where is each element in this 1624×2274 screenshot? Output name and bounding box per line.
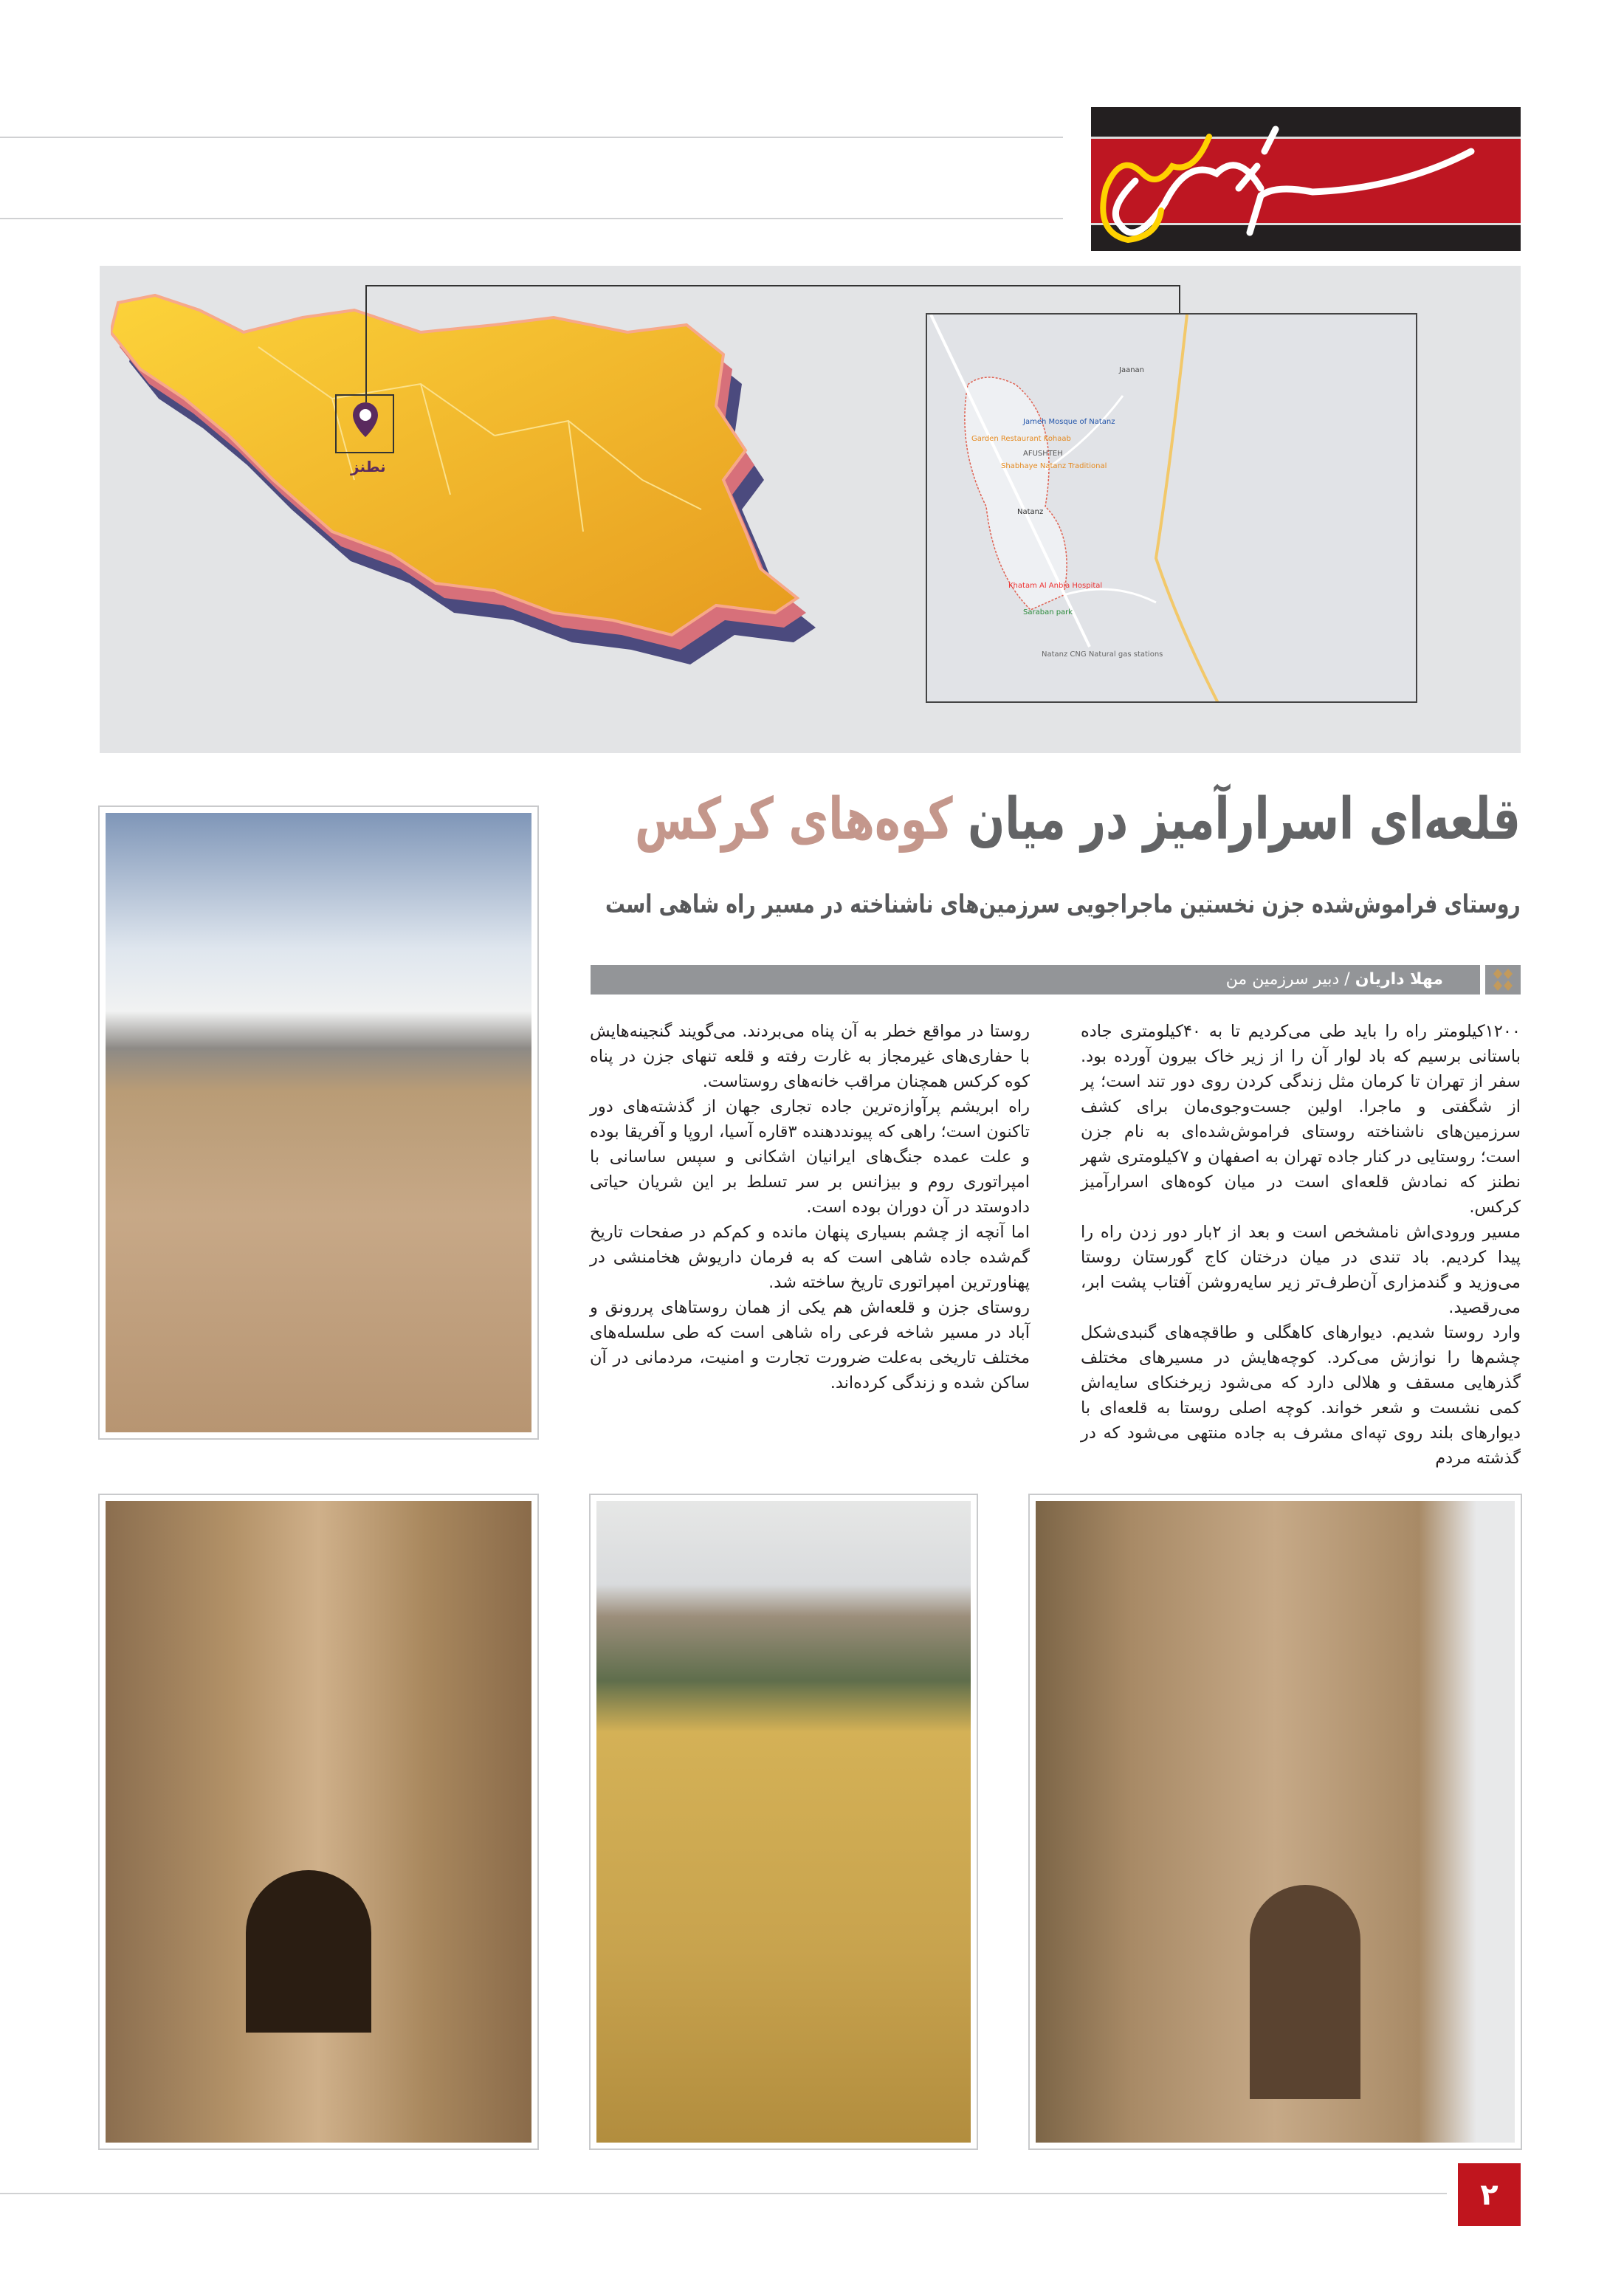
article-title <box>635 786 1521 853</box>
magazine-logo <box>1091 107 1521 251</box>
map-label: Garden Restaurant Kohaab <box>971 435 1071 443</box>
text-column-left <box>590 1019 1030 1395</box>
map-label: Saraban park <box>1023 608 1073 616</box>
page-number: ۲ <box>1458 2163 1521 2226</box>
article-subtitle: روستای فراموش‌شده جزن نخستین ماجراجویی سرزمین‌های ناشناخته در مسیر راه شاهی است <box>605 890 1521 919</box>
map-label: Jameh Mosque of Natanz <box>1023 418 1115 426</box>
mudbrick-house-photo <box>1030 1495 1521 2148</box>
paragraph: ۱۲۰۰کیلومتر راه را باید طی می‌کردیم تا به ۴۰کیلومتری جاده باستانی برسیم که باد لوار آن را از زیر خاک بیرون آورده بود. سفر از تهران تا کرمان مثل زندگی کردن روی دور تند است؛ پر از شگفتی و ماجرا. اولین جست‌وجوی‌مان برای کشف سرزمین‌های ناشناخته روستای فراموش‌شده‌ای به نام جزن است؛ روستایی در کنار جاده تهران به اصفهان و ۷کیلومتری شهر نطنز که نمادش قلعه‌ای است در میان کوه‌های اسرارآمیز کرکس. <box>1081 1022 1521 1217</box>
paragraph: روستای جزن و قلعه‌اش هم یکی از همان روستاهای پررونق و آباد در مسیر شاخه فرعی راه شاهی است که طی سلسله‌های مختلف تاریخی به‌علت ضرورت تجارت و امنیت، مردمانی در آن ساکن شده و زندگی کرده‌اند. <box>590 1298 1030 1392</box>
author-name: مهلا داریان <box>1355 970 1443 989</box>
title-main: قلعه‌ای اسرارآمیز در میان <box>952 786 1521 853</box>
paragraph: روستا در مواقع خطر به آن پناه می‌بردند. می‌گویند گنجینه‌هایش با حفاری‌های غیرمجاز به غارت رفته و قلعه تنهای جزن در پناه کوه کرکس همچنان مراقب خانه‌های روستاست. <box>590 1022 1030 1091</box>
natanz-inset-map <box>926 313 1417 703</box>
map-label: Natanz CNG Natural gas stations <box>1042 650 1163 659</box>
title-accent: کوه‌های کرکس <box>635 786 953 853</box>
text-column-right <box>1081 1019 1521 1471</box>
diamond-ornament-icon <box>1485 965 1521 995</box>
map-label: Natanz <box>1017 508 1044 516</box>
village-photo <box>100 807 537 1438</box>
map-label: AFUSHTEH <box>1023 450 1063 458</box>
map-label-natanz: نطنز <box>351 458 386 475</box>
paragraph: راه ابریشم پرآوازه‌ترین جاده تجاری جهان از گذشته‌های دور تاکنون است؛ راهی که پیونددهنده ۳قاره آسیا، اروپا و آفریقا بوده و علت عمده جنگ‌های ایرانیان اشکانی و سپس ساسانی با امپراتوری روم و بیزانس بر سر تسلط بر این شریان حیاتی دادوستد در آن دوران بوده است. <box>590 1097 1030 1217</box>
top-rule <box>0 218 1063 219</box>
map-label: Khatam Al Anbia Hospital <box>1008 582 1103 590</box>
archway-photo <box>100 1495 537 2148</box>
map-label: Shabhaye Natanz Traditional <box>1001 462 1107 470</box>
paragraph: اما آنچه از چشم بسیاری پنهان مانده و کم‌کم در صفحات تاریخ گم‌شده جاده شاهی است که به فرمان داریوش هخامنشی در پهناورترین امپراتوری تاریخ ساخته شد. <box>590 1223 1030 1292</box>
bottom-rule <box>0 2193 1447 2194</box>
author-role: / دبیر سرزمین من <box>1225 970 1350 989</box>
paragraph: وارد روستا شدیم. دیوارهای کاهگلی و طاقچه‌های گنبدی‌شکل چشم‌ها را نوازش می‌کرد. کوچه‌هایش در مسیرهای مختلف گذرهایی مسقف و هلالی دارد که می‌شود زیرخنکای سایه‌اش کمی نشست و شعر خواند. کوچه اصلی روستا به قلعه‌ای با دیوارهای بلند روی تپه‌ای مشرف به جاده منتهی می‌شود که در گذشته مردم <box>1081 1323 1521 1468</box>
map-label: Jaanan <box>1119 366 1145 374</box>
wheat-field-photo <box>591 1495 977 2148</box>
top-rule <box>0 137 1063 138</box>
paragraph: مسیر ورودی‌اش نامشخص است و بعد از ۲بار دور زدن راه را پیدا کردیم. باد تندی در میان درختان کاج گورستان روستا می‌وزید و گندمزاری آن‌طرف‌تر زیر سایه‌روشن آفتاب پشت ابر، می‌رقصید. <box>1081 1223 1521 1317</box>
author-bar <box>591 965 1480 995</box>
